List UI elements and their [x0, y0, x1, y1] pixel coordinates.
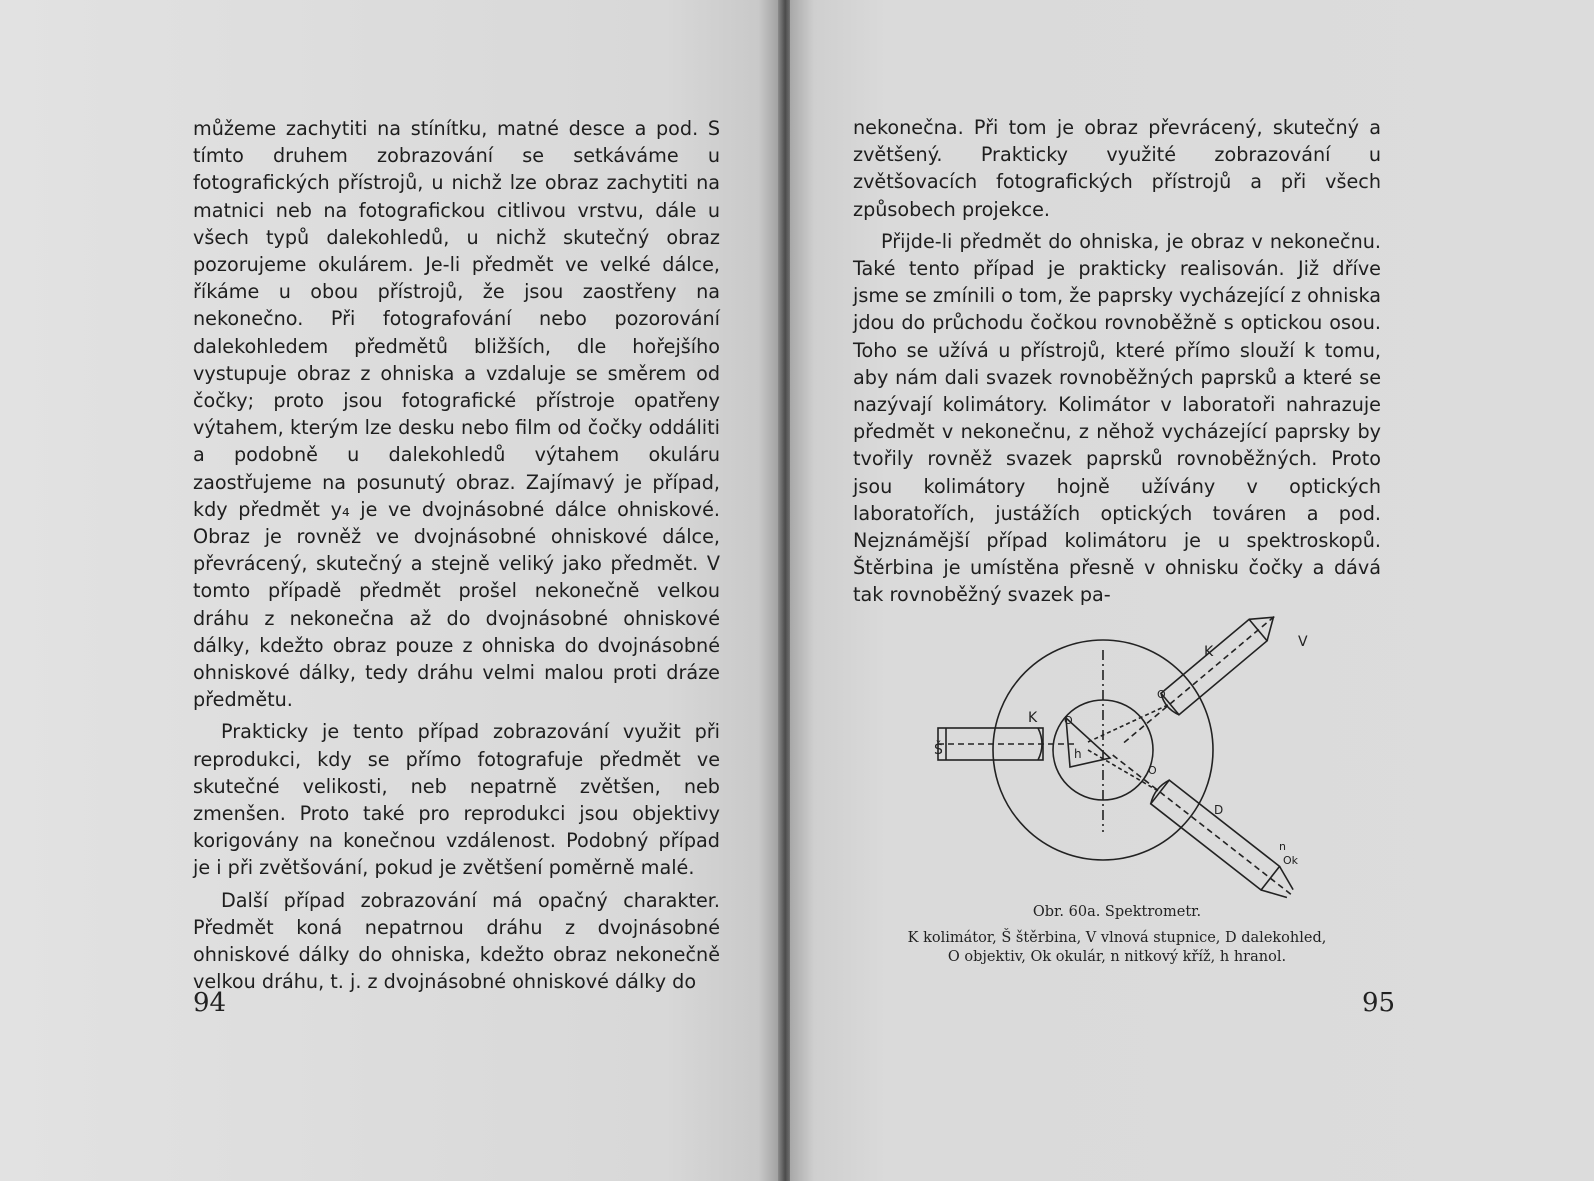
paragraph: Prakticky je tento případ zobrazování využit při reprodukci, kdy se přímo fotografuje předmět ve skutečné velikosti, neb nepatrně zvětšen, neb zmenšen. Proto také pro reprodukci jsou objektivy korigovány na konečnou vzdálenost. Podobný případ je i při zvětšování, pokud je zvětšení poměrně malé. [193, 720, 720, 880]
ray-line [1088, 704, 1170, 742]
label-O-left: O [1064, 714, 1073, 727]
label-n: n [1279, 840, 1286, 853]
label-V: V [1298, 634, 1308, 650]
right-page-text [853, 114, 1381, 609]
paragraph: nekonečna. Při tom je obraz převrácený, skutečný a zvětšený. Prakticky využité zobrazování u zvětšovacích fotografických přístrojů a při všech způsobech projekce. [853, 116, 1381, 221]
label-Ok: Ok [1283, 854, 1299, 867]
label-h: h [1074, 747, 1082, 761]
page-number: 94 [193, 988, 227, 1018]
figure-caption-title: Obr. 60a. Spektrometr. [1032, 904, 1202, 920]
paragraph: Další případ zobrazování má opačný charakter. Předmět koná nepatrnou dráhu z dvojnásobné ohniskové dálky do ohniska, kdežto obraz nekonečně velkou dráhu, t. j. z dvojnásobné ohniskové dálky do [193, 888, 720, 994]
label-K-top: K [1204, 644, 1214, 660]
right-page [790, 0, 1594, 1181]
paragraph: Přijde-li předmět do ohniska, je obraz v nekonečnu. Také tento případ je prakticky realisován. Již dříve jsme se zmínili o tom, že paprsky vycházející z ohniska jdou do průchodu čočkou rovnoběžně s optickou osou. Toho se užívá u přístrojů, které přímo slouží k tomu, aby nám dali svazek rovnoběžných paprsků a které se nazývají kolimátory. Kolimátor v laboratoři nahrazuje předmět v nekonečnu, z něhož vycházející paprsky by tvořily rovněž svazek paprsků rovnoběžných. Proto jsou kolimátory hojně užívány v optických laboratořích, justážích optických továren a pod. Nejznámější případ kolimátoru je u spektroskopů. Štěrbina je umístěna přesně v ohnisku čočky a dává tak rovnoběžný svazek pa- [853, 229, 1381, 607]
paragraph: můžeme zachytiti na stínítku, matné desce a pod. S tímto druhem zobrazování se setkáváme u fotografických přístrojů, u nichž lze obraz zachytiti na matnici neb na fotografickou citlivou vrstvu, dále u všech typů dalekohledů, u nichž skutečný obraz pozorujeme okulárem. Je-li předmět ve velké dálce, říkáme u obou přístrojů, že jsou zaostřeny na nekonečno. Při fotografování nebo pozorování dalekohledem předmětů bližších, dle hořejšího vystupuje obraz z ohniska a vzdaluje se směrem od čočky; proto jsou fotografické přístroje opatřeny výtahem, kterým lze desku nebo film od čočky oddáliti a podobně u dalekohledů výtahem okuláru zaostřujeme na posunutý obraz. Zajímavý je případ, kdy předmět y₄ je ve dvojnásobné dálce ohniskové. Obraz je rovněž ve dvojnásobné ohniskové dálce, převrácený, skutečný a stejně veliký jako předmět. V tomto případě předmět prošel nekonečně velkou dráhu z nekonečna až do dvojnásobné ohniskové dálky, kdežto obraz pouze z ohniska do dvojnásobné ohniskové dálky, tedy dráhu velmi malou proti dráze předmětu. [193, 117, 720, 712]
legend-line: K kolimátor, Š štěrbina, V vlnová stupnice, D dalekohled, [907, 930, 1327, 946]
label-O-bottom: O [1148, 764, 1157, 777]
left-page [0, 0, 782, 1181]
spectrometer-diagram [934, 632, 1338, 902]
label-O-top: O [1157, 688, 1166, 701]
label-D: D [1214, 803, 1224, 817]
left-page-text [193, 115, 720, 996]
label-K-left: K [1028, 710, 1038, 726]
scale-tube [1161, 619, 1267, 714]
label-S: Š [934, 742, 943, 758]
figure-caption-legend [853, 929, 1381, 967]
legend-line: O objektiv, Ok okulár, n nitkový kříž, h hranol. [947, 949, 1287, 965]
page-number: 95 [1362, 988, 1396, 1018]
